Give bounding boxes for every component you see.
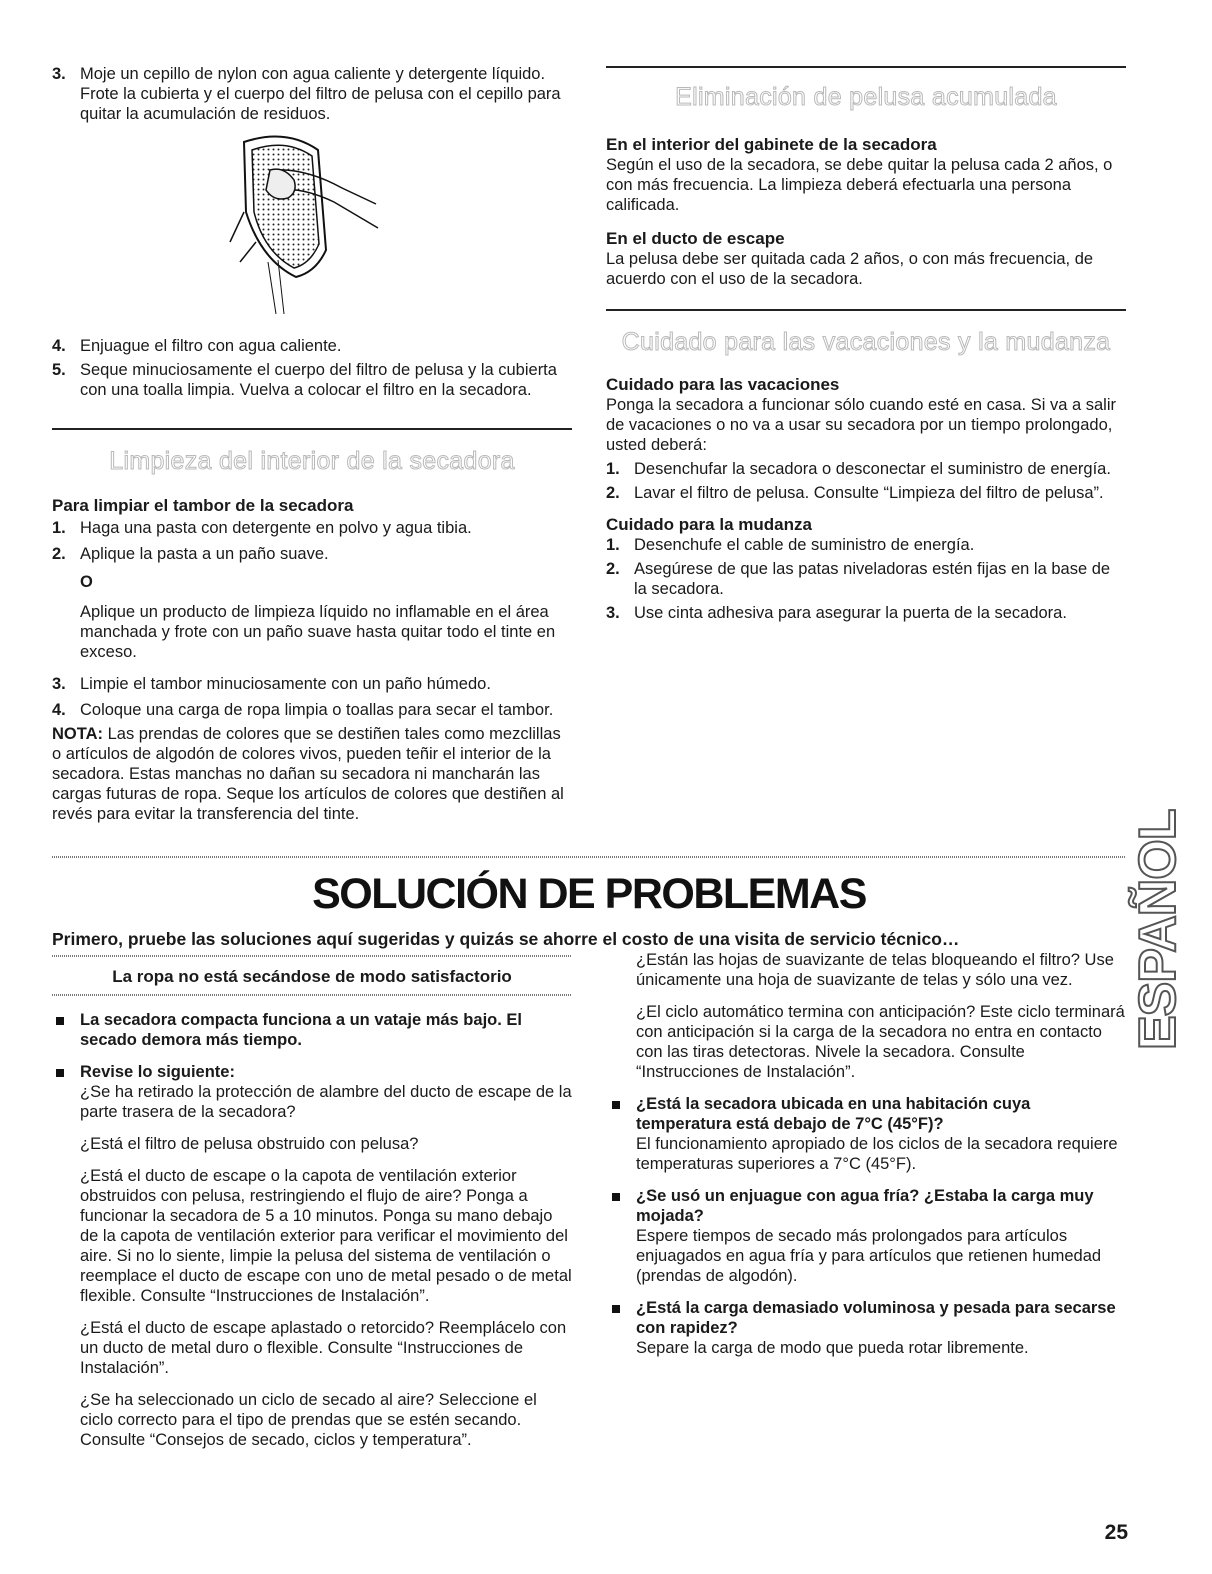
- question-5: ¿Se ha seleccionado un ciclo de secado al aire? Seleccione el ciclo correcto para el tipo de prendas que se estén secando. Consulte “Consejos de secado, ciclos y temperatura”.: [80, 1391, 537, 1449]
- question-1: ¿Se ha retirado la protección de alambre del ducto de escape de la parte trasera de la secadora?: [80, 1083, 572, 1121]
- problem-b4-text: Espere tiempos de secado más prolongados para artículos enjuagados en agua fría y para artículos que retienen humedad (prendas de algodón).: [636, 1227, 1102, 1285]
- question-3: ¿Está el ducto de escape o la capota de ventilación exterior obstruidos con pelusa, restringiendo el flujo de aire? Ponga a funcionar la secadora de 5 a 10 minutos. Ponga su mano debajo de la capota de ventilación exterior para verificar el movimiento del aire. Si no lo siente, limpie la pelusa del sistema de ventilación o reemplace el ducto de escape con uno de metal pesado o de metal flexible. Consulte “Instrucciones de Instalación”.: [80, 1167, 572, 1305]
- list-item: 3. Moje un cepillo de nylon con agua caliente y detergente líquido. Frote la cubierta y el cuerpo del filtro de pelusa con el cepillo para quitar la acumulación de residuos.: [52, 64, 572, 124]
- limpieza-item-2: Aplique la pasta a un paño suave.: [80, 545, 329, 563]
- list-item: 1. Desenchufe el cable de suministro de energía.: [606, 536, 975, 554]
- box-title: La ropa no está secándose de modo satisfactorio: [112, 967, 512, 986]
- section-divider: [606, 66, 1126, 68]
- page-title: SOLUCIÓN DE PROBLEMAS: [312, 870, 866, 918]
- list-item: 2. Lavar el filtro de pelusa. Consulte “Limpieza del filtro de pelusa”.: [606, 484, 1104, 502]
- cuidado-text-1: Ponga la secadora a funcionar sólo cuando esté en casa. Si va a salir de vacaciones o no va a usar su secadora por un tiempo prolongado, usted deberá:: [606, 396, 1116, 454]
- bullet-icon: [56, 1062, 80, 1450]
- list-item: [612, 1186, 1128, 1286]
- eliminacion-sub-1: En el interior del gabinete de la secadora: [606, 135, 937, 154]
- page-number: 25: [1104, 1521, 1128, 1544]
- list-item: 1. Haga una pasta con detergente en polvo y agua tibia.: [52, 519, 472, 537]
- side-tab-label: ESPAÑOL: [1129, 809, 1187, 1050]
- bullet-icon: [612, 1298, 636, 1358]
- list-item: 4. Enjuague el filtro con agua caliente.: [52, 337, 342, 355]
- eliminacion-text-2: La pelusa debe ser quitada cada 2 años, o con más frecuencia, de acuerdo con el uso de la secadora.: [606, 250, 1094, 288]
- problem-b4: ¿Se usó un enjuague con agua fría? ¿Estaba la carga muy mojada?: [636, 1187, 1094, 1225]
- cuidado-sub-1: Cuidado para las vacaciones: [606, 375, 840, 394]
- list-item: 3. Use cinta adhesiva para asegurar la puerta de la secadora.: [606, 604, 1067, 622]
- bullet-icon: [56, 1010, 80, 1050]
- lint-filter-illustration: [226, 132, 401, 317]
- section-divider: [52, 428, 572, 430]
- cuidado-heading: Cuidado para las vacaciones y la mudanza: [621, 328, 1111, 356]
- mud-item-3: Use cinta adhesiva para asegurar la puerta de la secadora.: [634, 604, 1067, 622]
- eliminacion-section: [606, 135, 1126, 289]
- problemas-left: [56, 1010, 572, 1450]
- limpieza-subheading: Para limpiar el tambor de la secadora: [52, 496, 354, 515]
- problemas-right: [612, 950, 1128, 1358]
- problem-b5-text: Separe la carga de modo que pueda rotar libremente.: [636, 1339, 1029, 1357]
- problem-b5: ¿Está la carga demasiado voluminosa y pesada para secarse con rapidez?: [636, 1299, 1116, 1337]
- limpieza-item-3: Limpie el tambor minuciosamente con un paño húmedo.: [80, 675, 491, 693]
- list-item: 3. Limpie el tambor minuciosamente con un paño húmedo.: [52, 675, 491, 693]
- question-r1: ¿Están las hojas de suavizante de telas bloqueando el filtro? Use únicamente una hoja de suavizante de telas y sólo una vez.: [636, 951, 1114, 989]
- problem-b1: La secadora compacta funciona a un vataje más bajo. El secado demora más tiempo.: [80, 1011, 522, 1049]
- language-side-tab: [1128, 809, 1188, 1050]
- step-3-text: Moje un cepillo de nylon con agua caliente y detergente líquido. Frote la cubierta y el cuerpo del filtro de pelusa con el cepillo para quitar la acumulación de residuos.: [80, 65, 561, 123]
- limpieza-item-4: Coloque una carga de ropa limpia o toallas para secar el tambor.: [80, 701, 554, 719]
- limpieza-heading: Limpieza del interior de la secadora: [109, 447, 515, 475]
- bullet-icon: [612, 1094, 636, 1174]
- list-item: 4. Coloque una carga de ropa limpia o toallas para secar el tambor.: [52, 701, 554, 719]
- filter-steps-top: [52, 64, 572, 124]
- problemas-intro: Primero, pruebe las soluciones aquí sugeridas y quizás se ahorre el costo de una visita de servicio técnico…: [52, 929, 960, 949]
- nota-paragraph: [52, 724, 572, 824]
- limpieza-item-1: Haga una pasta con detergente en polvo y agua tibia.: [80, 519, 472, 537]
- lint-filter-brush-icon: [226, 132, 401, 317]
- section-divider: [606, 309, 1126, 311]
- nota-label: NOTA:: [52, 725, 104, 743]
- question-r2: ¿El ciclo automático termina con anticipación? Este ciclo terminará con anticipación si la carga de la secadora no entra en contacto con las tiras detectoras. Nivele la secadora. Consulte “Instrucciones de Instalación”.: [636, 1003, 1125, 1081]
- eliminacion-text-1: Según el uso de la secadora, se debe quitar la pelusa cada 2 años, o con más frecuencia. La limpieza deberá efectuarla una persona calificada.: [606, 156, 1113, 214]
- limpieza-section: [52, 496, 572, 824]
- vac-item-2: Lavar el filtro de pelusa. Consulte “Limpieza del filtro de pelusa”.: [634, 484, 1104, 502]
- cuidado-sub-2: Cuidado para la mudanza: [606, 515, 812, 534]
- eliminacion-heading: Eliminación de pelusa acumulada: [675, 83, 1057, 111]
- list-item: [56, 1062, 572, 1450]
- vac-item-1: Desenchufar la secadora o desconectar el suministro de energía.: [634, 460, 1111, 478]
- or-label: O: [80, 573, 93, 591]
- dotted-divider: [52, 856, 1126, 858]
- dotted-divider: [52, 994, 572, 996]
- dotted-divider: [52, 955, 572, 957]
- problem-b3: ¿Está la secadora ubicada en una habitación cuya temperatura está debajo de 7°C (45°F)?: [636, 1095, 1031, 1133]
- mud-item-1: Desenchufe el cable de suministro de energía.: [634, 536, 975, 554]
- cuidado-section: [606, 375, 1126, 623]
- question-4: ¿Está el ducto de escape aplastado o retorcido? Reemplácelo con un ducto de metal duro o flexible. Consulte “Instrucciones de Instalación”.: [80, 1319, 567, 1377]
- problem-b3-text: El funcionamiento apropiado de los ciclos de la secadora requiere temperaturas superiores a 7°C (45°F).: [636, 1135, 1118, 1173]
- list-item: 1. Desenchufar la secadora o desconectar el suministro de energía.: [606, 460, 1111, 478]
- list-item: [612, 1298, 1128, 1358]
- step-5-text: Seque minuciosamente el cuerpo del filtro de pelusa y la cubierta con una toalla limpia. Vuelva a colocar el filtro en la secadora.: [80, 361, 557, 399]
- mud-item-2: Asegúrese de que las patas niveladoras estén fijas en la base de la secadora.: [634, 560, 1111, 598]
- problem-b2: Revise lo siguiente:: [80, 1063, 235, 1081]
- nota-text: Las prendas de colores que se destiñen tales como mezclillas o artículos de algodón de colores vivos, pueden teñir el interior de la secadora. Estas manchas no dañan su secadora ni mancharán las cargas futuras de ropa. Seque los artículos de colores que destiñen al revés para evitar la transferencia del tinte.: [52, 725, 564, 823]
- limpieza-alt-text: Aplique un producto de limpieza líquido no inflamable en el área manchada y frote con un paño suave hasta quitar todo el tinte en exceso.: [80, 603, 556, 661]
- step-4-text: Enjuague el filtro con agua caliente.: [80, 337, 342, 355]
- list-item: 2. Aplique la pasta a un paño suave.: [52, 545, 329, 563]
- list-item: 5. Seque minuciosamente el cuerpo del filtro de pelusa y la cubierta con una toalla limpia. Vuelva a colocar el filtro en la secadora.: [52, 360, 572, 400]
- filter-steps-bottom: [52, 336, 572, 400]
- bullet-icon: [612, 1186, 636, 1286]
- list-item: 2. Asegúrese de que las patas niveladoras estén fijas en la base de la secadora.: [606, 559, 1126, 599]
- question-2: ¿Está el filtro de pelusa obstruido con pelusa?: [80, 1135, 419, 1153]
- eliminacion-sub-2: En el ducto de escape: [606, 229, 785, 248]
- list-item: [56, 1010, 572, 1050]
- list-item: [612, 1094, 1128, 1174]
